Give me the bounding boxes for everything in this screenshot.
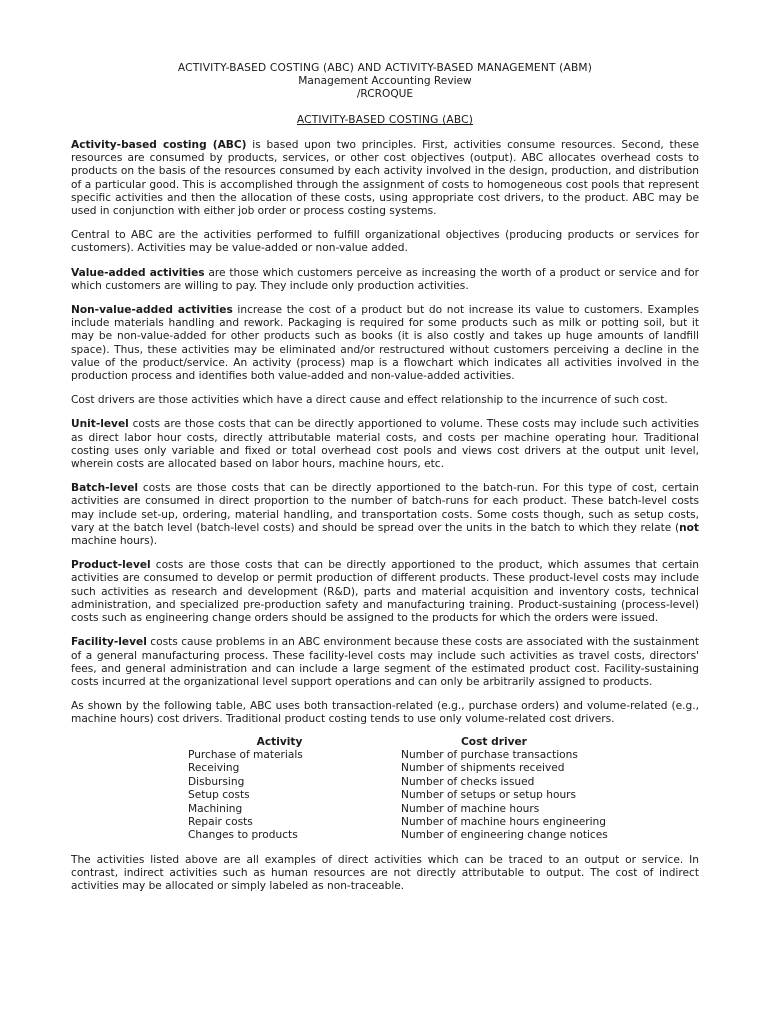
term-facility-level: Facility-level <box>71 636 147 649</box>
activity-cell: Setup costs <box>188 789 250 802</box>
paragraph-value-added: Value-added activities are those which customers perceive as increasing the worth of a product or service and for which customers are willing to pay. They include only production activities. <box>71 266 699 292</box>
paragraph-abc-definition: Activity-based costing (ABC) is based upon two principles. First, activities consume resources. Second, these resources are consumed by products, services, or other cost objectives (output). ABC allocates overhead costs to products on the basis of the resources consumed by each activity involved in the design, production, and distribution of a particular good. This is accomplished through the assignment of costs to homogeneous cost pools that represent specific activities and then the allocation of these costs, using appropriate cost drivers, to the product. ABC may be used in conjunction with either job order or process costing systems. <box>71 139 699 218</box>
cost-driver-cell: Number of purchase transactions <box>401 748 578 761</box>
cost-driver-cell: Number of shipments received <box>401 762 565 775</box>
table-row <box>188 803 699 816</box>
cost-driver-cell: Number of setups or setup hours <box>401 789 577 802</box>
section-title: ACTIVITY-BASED COSTING (ABC) <box>296 114 474 126</box>
paragraph-cost-drivers: Cost drivers are those activities which have a direct cause and effect relationship to the incurrence of such cost. <box>71 394 668 407</box>
activity-cell: Machining <box>188 802 243 815</box>
table-row <box>188 776 699 789</box>
paragraph-non-value-added: Non-value-added activities increase the cost of a product but do not increase its value to customers. Examples include materials handling and rework. Packaging is required for some products such as milk or potting soil, but it may be non-value-added for other products such as books (it is also costly and takes up huge amounts of landfill space). Thus, these activities may be eliminated and/or restructured without customers perceiving a decline in the value of the product/service. An activity (process) map is a flowchart which indicates all activities involved in the production process and identifies both value-added and non-value-added activities. <box>71 304 699 383</box>
paragraph-central-activities: Central to ABC are the activities performed to fulfill organizational objectives (producing products or services for customers). Activities may be value-added or non-value added. <box>71 229 699 255</box>
term-abc: Activity-based costing (ABC) <box>71 139 247 151</box>
document-title: ACTIVITY-BASED COSTING (ABC) AND ACTIVITY-BASED MANAGEMENT (ABM) <box>177 62 593 74</box>
term-product-level: Product-level <box>71 559 151 572</box>
activity-cell: Purchase of materials <box>188 748 303 761</box>
paragraph-table-intro: As shown by the following table, ABC uses both transaction-related (e.g., purchase orders) and volume-related (e.g., machine hours) cost drivers. Traditional product costing tends to use only volume-related cost drivers. <box>71 700 699 726</box>
paragraph-direct-indirect: The activities listed above are all examples of direct activities which can be traced to an output or service. In contrast, indirect activities such as human resources are not directly attributable to output. The cost of indirect activities may be allocated or simply labeled as non-traceable. <box>71 853 699 893</box>
cost-driver-cell: Number of machine hours <box>401 802 540 815</box>
term-non-value-added: Non-value-added activities <box>71 304 233 317</box>
column-header-activity: Activity <box>256 735 303 748</box>
activity-cell: Receiving <box>188 762 240 775</box>
table-row <box>188 816 699 829</box>
paragraph-product-level: Product-level costs are those costs that can be directly apportioned to the product, which assumes that certain activities are consumed to develop or permit production of different products. These product-level costs may include such activities as research and development (R&D), parts and material acquisition and inventory costs, technical administration, and specialized pre-production safety and manufacturing training. Product-sustaining (process-level) costs such as engineering change orders should be assigned to the products for which the orders were issued. <box>71 559 699 625</box>
paragraph-unit-level: Unit-level costs are those costs that can be directly apportioned to volume. These costs may include such activities as direct labor hour costs, directly attributable material costs, and costs per machine operating hour. Traditional costing uses only variable and fixed or total overhead cost pools and views cost drivers at the output unit level, wherein costs are allocated based on labor hours, machine hours, etc. <box>71 418 699 471</box>
activity-cost-driver-table <box>188 736 699 843</box>
activity-cell: Changes to products <box>188 829 298 842</box>
document-author: /RCROQUE <box>356 88 414 100</box>
paragraph-facility-level: Facility-level costs cause problems in an ABC environment because these costs are associated with the sustainment of a general manufacturing process. These facility-level costs may include such activities as travel costs, directors' fees, and general administration and can include a large segment of the estimated product cost. Facility-sustaining costs incurred at the organizational level support operations and can only be arbitrarily assigned to products. <box>71 636 699 688</box>
term-unit-level: Unit-level <box>71 418 129 431</box>
document-page <box>71 62 699 904</box>
column-header-cost-driver: Cost driver <box>461 735 527 748</box>
table-row <box>188 749 699 762</box>
activity-cell: Repair costs <box>188 815 253 828</box>
cost-driver-cell: Number of engineering change notices <box>401 829 608 842</box>
term-value-added: Value-added activities <box>71 266 205 279</box>
paragraph-batch-level: Batch-level costs are those costs that can be directly apportioned to the batch-run. For this type of cost, certain activities are consumed in direct proportion to the number of batch-runs for each product. These batch-level costs may include set-up, ordering, material handling, and transportation costs. Some costs though, such as setup costs, vary at the batch level (batch-level costs) and should be spread over the units in the batch to which they relate (not machine hours). <box>71 482 699 548</box>
table-row <box>188 762 699 775</box>
cost-driver-cell: Number of checks issued <box>401 775 535 788</box>
document-subtitle: Management Accounting Review <box>298 75 472 87</box>
table-row <box>188 789 699 802</box>
term-batch-level: Batch-level <box>71 482 139 495</box>
table-header-row <box>188 736 699 749</box>
activity-cell: Disbursing <box>188 775 245 788</box>
table-row <box>188 829 699 842</box>
cost-driver-cell: Number of machine hours engineering <box>401 815 606 828</box>
